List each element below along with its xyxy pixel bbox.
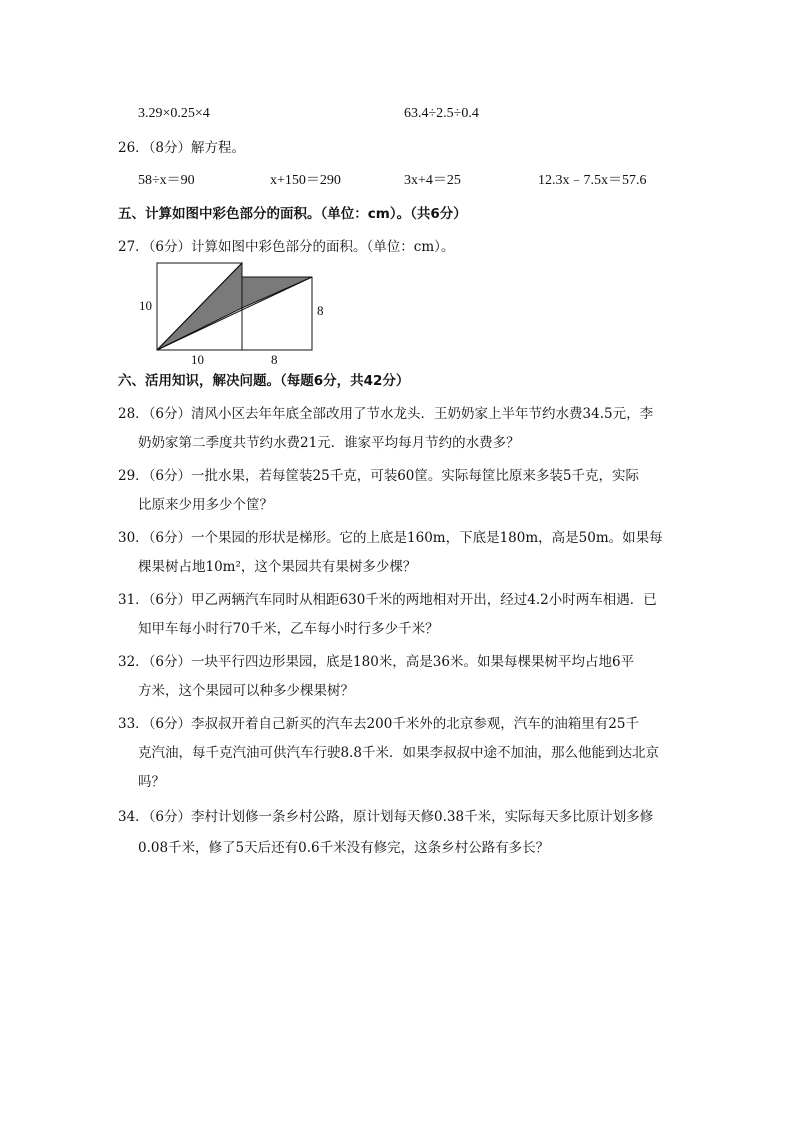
question-31-line-1: 31．（6分）甲乙两辆汽车同时从相距630千米的两地相对开出，经过4.2小时两车相遇．已 xyxy=(118,592,657,608)
section-5-title: 五、计算如图中彩色部分的面积。（单位：cm）。（共6分） xyxy=(118,206,467,222)
area-figure xyxy=(137,258,332,370)
section-6-title: 六、活用知识，解决问题。（每题6分，共42分） xyxy=(118,373,410,389)
question-31-line-2: 知甲车每小时行70千米，乙车每小时行多少千米？ xyxy=(138,621,439,637)
expression-2: 63.4÷2.5÷0.4 xyxy=(404,106,479,121)
question-33-line-3: 吗？ xyxy=(138,774,165,790)
label-bottom-8: 8 xyxy=(271,352,278,366)
question-26-head: 26．（8分）解方程。 xyxy=(118,140,246,156)
question-29-line-2: 比原来少用多少个筐？ xyxy=(138,497,273,513)
question-32-line-1: 32．（6分）一块平行四边形果园，底是180米，高是36米。如果每棵果树平均占地6平 xyxy=(118,654,635,670)
question-30-line-1: 30．（6分）一个果园的形状是梯形。它的上底是160m，下底是180m，高是50m。如果每 xyxy=(118,530,663,546)
equation-1: 58÷x＝90 xyxy=(138,173,195,188)
question-29-line-1: 29．（6分）一批水果，若每筐装25千克，可装60筐。实际每筐比原来多装5千克，实际 xyxy=(118,468,639,484)
equation-3: 3x+4＝25 xyxy=(404,173,461,188)
question-30-line-2: 棵果树占地10m²，这个果园共有果树多少棵？ xyxy=(138,559,417,575)
question-28-line-1: 28．（6分）清风小区去年年底全部改用了节水龙头．王奶奶家上半年节约水费34.5元，李 xyxy=(118,406,654,422)
label-bottom-10: 10 xyxy=(191,352,204,366)
label-left-10: 10 xyxy=(139,298,152,313)
question-27-head: 27．（6分）计算如图中彩色部分的面积。（单位：cm）。 xyxy=(118,239,455,255)
label-right-8: 8 xyxy=(317,303,324,318)
equation-2: x+150＝290 xyxy=(270,173,341,188)
equation-4: 12.3x﹣7.5x＝57.6 xyxy=(538,173,647,188)
question-28-line-2: 奶奶家第二季度共节约水费21元．谁家平均每月节约的水费多？ xyxy=(138,435,520,451)
question-32-line-2: 方米，这个果园可以种多少棵果树？ xyxy=(138,683,354,699)
question-34-line-1: 34．（6分）李村计划修一条乡村公路，原计划每天修0.38千米，实际每天多比原计划多修 xyxy=(118,809,654,825)
question-33-line-1: 33．（6分）李叔叔开着自己新买的汽车去200千米外的北京参观，汽车的油箱里有25千 xyxy=(118,716,639,732)
question-34-line-2: 0.08千米，修了5天后还有0.6千米没有修完，这条乡村公路有多长？ xyxy=(138,840,550,856)
expression-1: 3.29×0.25×4 xyxy=(138,106,210,121)
question-33-line-2: 克汽油，每千克汽油可供汽车行驶8.8千米．如果李叔叔中途不加油，那么他能到达北京 xyxy=(138,745,659,761)
